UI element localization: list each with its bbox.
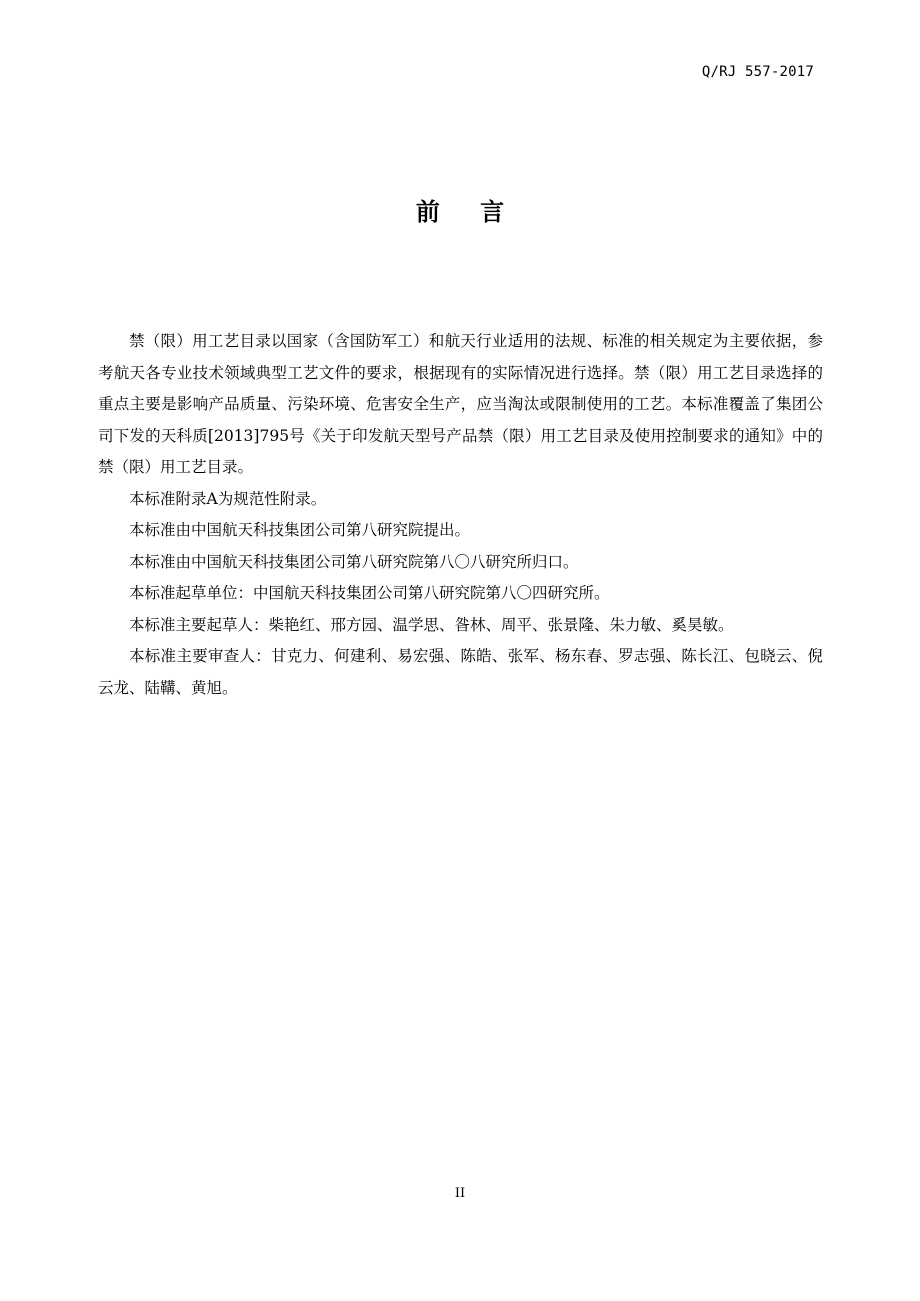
preface-paragraph-reviewers: 本标准主要审查人：甘克力、何建利、易宏强、陈皓、张军、杨东春、罗志强、陈长江、包晓云、倪云龙、陆鞲、黄旭。 — [98, 647, 823, 697]
preface-paragraph-intro: 禁（限）用工艺目录以国家（含国防军工）和航天行业适用的法规、标准的相关规定为主要依据，参考航天各专业技术领域典型工艺文件的要求，根据现有的实际情况进行选择。禁（限）用工艺目录选择的重点主要是影响产品质量、污染环境、危害安全生产，应当淘汰或限制使用的工艺。本标准覆盖了集团公司下发的天科质[2013]795号《关于印发航天型号产品禁（限）用工艺目录及使用控制要求的通知》中的禁（限）用工艺目录。 — [98, 332, 823, 476]
preface-body — [98, 326, 823, 704]
preface-paragraph-drafters: 本标准主要起草人：柴艳红、邢方园、温学思、昝林、周平、张景隆、朱力敏、奚昊敏。 — [129, 615, 734, 634]
document-code: Q/RJ 557-2017 — [701, 64, 814, 80]
preface-paragraph-proposer: 本标准由中国航天科技集团公司第八研究院提出。 — [129, 521, 471, 539]
preface-paragraph-drafting-unit: 本标准起草单位：中国航天科技集团公司第八研究院第八〇四研究所。 — [129, 584, 610, 602]
page-number: II — [454, 1186, 466, 1201]
preface-paragraph-administrator: 本标准由中国航天科技集团公司第八研究院第八〇八研究所归口。 — [129, 552, 579, 571]
page-title: 前 言 — [415, 198, 521, 226]
preface-paragraph-appendix: 本标准附录A为规范性附录。 — [129, 489, 327, 508]
